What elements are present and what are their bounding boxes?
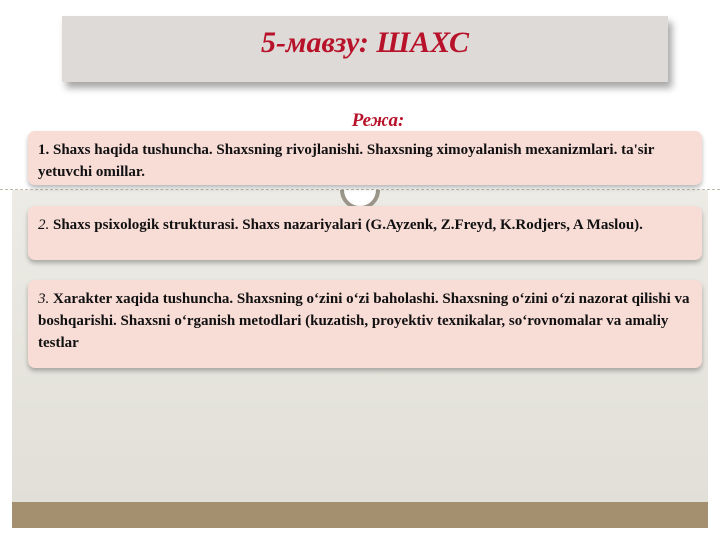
slide-title: 5-мавзу: ШАХС bbox=[260, 26, 470, 59]
divider-line bbox=[0, 189, 720, 190]
plan-item-2 bbox=[28, 206, 702, 260]
plan-item-number: 1. bbox=[38, 142, 50, 158]
plan-item-number: 3. bbox=[38, 291, 50, 307]
plan-item-number: 2. bbox=[38, 217, 50, 233]
plan-item-text: Shaxs psixologik strukturasi. Shaxs nazariyalari (G.Ayzenk, Z.Freyd, K.Rodjers, A Maslou). bbox=[53, 217, 643, 233]
plan-item-text: Shaxs haqida tushuncha. Shaxsning rivojlanishi. Shaxsning ximoyalanish mexanizmlari. ta'sir yetuvchi omillar. bbox=[38, 142, 655, 180]
slide-subtitle: Режа: bbox=[351, 110, 405, 131]
plan-item-3 bbox=[28, 280, 702, 368]
plan-item-text: Xarakter xaqida tushuncha. Shaxsning o‘zini o‘zi baholashi. Shaxsning o‘zini o‘zi nazorat qilishi va boshqarishi. Shaxsni o‘rganish metodlari (kuzatish, proyektiv texnikalar, so‘rovnomalar va amaliy testlar bbox=[38, 291, 690, 351]
plan-item-1 bbox=[28, 131, 702, 185]
title-box bbox=[62, 16, 668, 82]
footer-bar bbox=[12, 502, 708, 528]
